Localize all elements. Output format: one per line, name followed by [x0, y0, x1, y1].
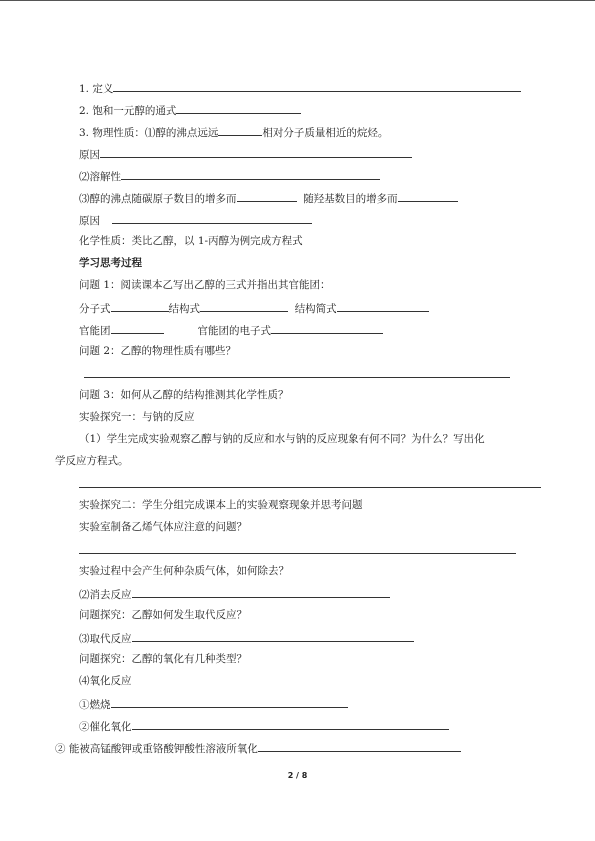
- substitution-blank[interactable]: [132, 630, 414, 642]
- electron-formula-blank[interactable]: [271, 322, 383, 334]
- general-formula-label: 2. 饱和一元醇的通式: [79, 105, 177, 117]
- boiling-point-blank[interactable]: [218, 124, 262, 136]
- impurity-question: 实验过程中会产生何种杂质气体，如何除去？: [79, 565, 289, 577]
- reason-line-1: [79, 146, 412, 162]
- elimination-line: [79, 586, 390, 602]
- substitution-line: [79, 630, 414, 646]
- structural-formula-label: 结构式: [168, 303, 200, 315]
- answer-line-exp1[interactable]: [79, 487, 541, 488]
- answer-line-q2[interactable]: [84, 377, 510, 378]
- boiling-trend-label: ⑶醇的沸点随碳原子数目的增多而: [79, 193, 237, 205]
- solubility-blank[interactable]: [121, 168, 380, 180]
- combustion-line: [79, 696, 348, 712]
- page-number: 2 / 8: [287, 771, 308, 780]
- carbon-trend-blank[interactable]: [237, 190, 297, 202]
- catalytic-oxidation-blank[interactable]: [132, 718, 449, 730]
- reason-label-2: 原因: [79, 215, 100, 227]
- experiment-1-text-1: （1）学生完成实验观察乙醇与钠的反应和水与钠的反应现象有何不同？为什么？写出化: [79, 433, 485, 445]
- hydroxyl-trend-blank[interactable]: [398, 190, 458, 202]
- question-3: 问题 3：如何从乙醇的结构推测其化学性质？: [79, 389, 289, 401]
- question-1: 问题 1：阅读课本乙写出乙醇的三式并指出其官能团：: [79, 279, 331, 291]
- simplified-formula-label: 结构简式: [294, 303, 337, 315]
- chemical-property-line: 化学性质：类比乙醇，以 1-丙醇为例完成方程式: [79, 235, 303, 247]
- substitution-question: 问题探究：乙醇如何发生取代反应？: [79, 609, 247, 621]
- catalytic-oxidation-label: ②催化氧化: [79, 721, 132, 733]
- top-border: [0, 0, 595, 1]
- elimination-blank[interactable]: [132, 586, 390, 598]
- hydroxyl-trend-label: 随羟基数目的增多而: [303, 193, 398, 205]
- molecular-formula-blank[interactable]: [111, 300, 169, 312]
- reason-blank-1[interactable]: [100, 146, 412, 158]
- catalytic-oxidation-line: [79, 718, 449, 734]
- molecular-formula-label: 分子式: [79, 303, 111, 315]
- experiment-2-title: 实验探究二：学生分组完成课本上的实验观察现象并思考问题: [79, 499, 363, 511]
- permanganate-line: [55, 740, 461, 756]
- experiment-1-text-2: 学反应方程式。: [55, 455, 129, 467]
- answer-line-exp2[interactable]: [79, 553, 516, 554]
- permanganate-blank[interactable]: [258, 740, 461, 752]
- boiling-trend-line: [79, 190, 458, 206]
- solubility-label: ⑵溶解性: [79, 171, 121, 183]
- simplified-formula-blank[interactable]: [337, 300, 429, 312]
- elimination-label: ⑵消去反应: [79, 589, 132, 601]
- structural-formula-blank[interactable]: [200, 300, 288, 312]
- solubility-line: [79, 168, 380, 184]
- oxidation-title: ⑷氧化反应: [79, 675, 132, 687]
- substitution-label: ⑶取代反应: [79, 633, 132, 645]
- functional-group-line: [79, 322, 383, 338]
- reason-blank-2[interactable]: [112, 212, 312, 224]
- electron-formula-label: 官能团的电子式: [197, 325, 271, 337]
- question-2: 问题 2：乙醇的物理性质有哪些？: [79, 345, 237, 357]
- experiment-2-question: 实验室制备乙烯气体应注意的问题？: [79, 521, 247, 533]
- definition-line: [79, 80, 521, 96]
- reason-label-1: 原因: [79, 149, 100, 161]
- section-heading: 学习思考过程: [79, 257, 142, 269]
- combustion-label: ①燃烧: [79, 699, 111, 711]
- permanganate-label: ② 能被高锰酸钾或重铬酸钾酸性溶液所氧化: [55, 743, 258, 755]
- physical-property-suffix: 相对分子质量相近的烷烃。: [262, 127, 389, 139]
- general-formula-line: [79, 102, 301, 118]
- definition-blank[interactable]: [113, 80, 521, 92]
- formula-line: [79, 300, 429, 316]
- functional-group-label: 官能团: [79, 325, 111, 337]
- physical-property-label: 3. 物理性质：⑴醇的沸点远远: [79, 127, 219, 139]
- definition-label: 1. 定义: [79, 83, 114, 95]
- general-formula-blank[interactable]: [176, 102, 301, 114]
- combustion-blank[interactable]: [111, 696, 348, 708]
- oxidation-question: 问题探究：乙醇的氧化有几种类型？: [79, 653, 247, 665]
- physical-property-line: [79, 124, 388, 140]
- experiment-1-title: 实验探究一：与钠的反应: [79, 411, 195, 423]
- reason-line-2: [79, 212, 312, 228]
- functional-group-blank[interactable]: [111, 322, 164, 334]
